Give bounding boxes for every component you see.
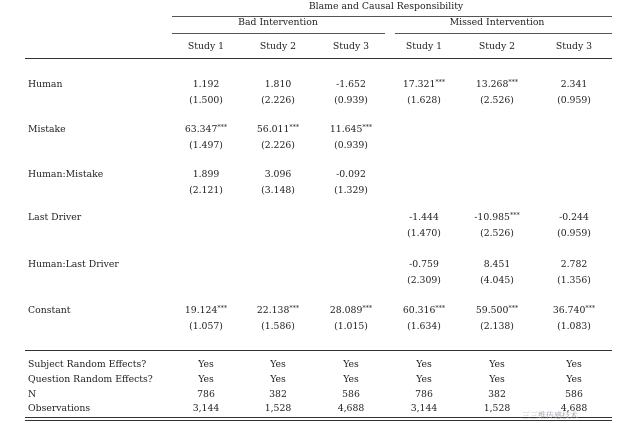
standard-error-cell: (0.939) <box>334 95 368 106</box>
standard-error-cell: (2.526) <box>480 95 514 106</box>
standard-error-cell: (1.057) <box>189 321 223 332</box>
coef-value: 56.011 <box>256 124 290 135</box>
coef-cell <box>561 79 588 91</box>
significance-stars: *** <box>217 304 228 312</box>
standard-error-cell: (2.121) <box>189 185 223 196</box>
coef-cell <box>257 305 299 317</box>
significance-stars: *** <box>508 78 519 86</box>
coef-value: -0.092 <box>336 169 366 180</box>
coef-cell <box>409 259 439 271</box>
coef-value: 22.138 <box>256 305 290 316</box>
coef-value: -0.759 <box>409 259 439 270</box>
standard-error-cell: (2.226) <box>261 140 295 151</box>
coef-cell <box>409 212 439 224</box>
coef-cell <box>553 305 595 317</box>
coef-value: 1.899 <box>192 169 220 180</box>
standard-error-cell: (1.586) <box>261 321 295 332</box>
footer-value: Yes <box>566 359 582 370</box>
footer-value: 4,688 <box>560 403 588 414</box>
footer-value: Yes <box>416 374 432 385</box>
coef-value: -1.652 <box>336 79 366 90</box>
coef-cell <box>257 124 299 136</box>
footer-value: 1,528 <box>264 403 292 414</box>
significance-stars: *** <box>362 304 373 312</box>
significance-stars: *** <box>585 304 596 312</box>
standard-error-cell: (2.309) <box>407 275 441 286</box>
coef-cell <box>193 79 220 91</box>
coef-value: 1.192 <box>192 79 220 90</box>
coef-value: 36.740 <box>552 305 586 316</box>
standard-error-cell: (3.148) <box>261 185 295 196</box>
column-header-6: Study 3 <box>555 41 593 52</box>
footer-value: Yes <box>489 374 505 385</box>
row-label-4: Last Driver <box>28 212 82 223</box>
standard-error-cell: (0.959) <box>557 228 591 239</box>
coef-cell <box>559 212 589 224</box>
standard-error-cell: (1.634) <box>407 321 441 332</box>
coef-cell <box>474 212 519 224</box>
coef-value: 3.096 <box>264 169 292 180</box>
footer-value: 382 <box>269 389 287 400</box>
coef-value: 59.500 <box>475 305 509 316</box>
group-header-missed-intervention: Missed Intervention <box>449 17 545 28</box>
footer-value: Yes <box>489 359 505 370</box>
significance-stars: *** <box>289 304 300 312</box>
coef-value: 17.321 <box>402 79 436 90</box>
standard-error-cell: (1.356) <box>557 275 591 286</box>
coef-cell <box>476 305 518 317</box>
standard-error-cell: (2.226) <box>261 95 295 106</box>
standard-error-cell: (0.939) <box>334 140 368 151</box>
coef-value: 60.316 <box>402 305 436 316</box>
row-label-3: Human:Mistake <box>28 169 104 180</box>
coef-cell <box>336 169 366 181</box>
coef-value: 11.645 <box>329 124 363 135</box>
coef-value: 63.347 <box>184 124 218 135</box>
header-rule <box>25 58 612 59</box>
standard-error-cell: (0.959) <box>557 95 591 106</box>
footer-value: Yes <box>198 374 214 385</box>
row-label-6: Constant <box>28 305 71 316</box>
footer-value: 382 <box>488 389 506 400</box>
group-rule-bad <box>172 33 385 34</box>
significance-stars: *** <box>435 78 446 86</box>
coef-cell <box>185 305 227 317</box>
significance-stars: *** <box>289 123 300 131</box>
footer-value: 3,144 <box>410 403 438 414</box>
coef-value: 19.124 <box>184 305 218 316</box>
standard-error-cell: (2.138) <box>480 321 514 332</box>
standard-error-cell: (4.045) <box>480 275 514 286</box>
footer-value: 586 <box>342 389 360 400</box>
footer-value: Yes <box>198 359 214 370</box>
column-header-3: Study 3 <box>332 41 370 52</box>
column-header-5: Study 2 <box>478 41 516 52</box>
coef-cell <box>403 305 445 317</box>
coef-value: -0.244 <box>559 212 589 223</box>
footer-value: 3,144 <box>192 403 220 414</box>
footer-value: Yes <box>343 374 359 385</box>
footer-label-2: Question Random Effects? <box>28 374 153 385</box>
standard-error-cell: (1.500) <box>189 95 223 106</box>
coef-value: 8.451 <box>483 259 511 270</box>
coef-value: 1.810 <box>264 79 292 90</box>
standard-error-cell: (1.015) <box>334 321 368 332</box>
footer-value: Yes <box>566 374 582 385</box>
significance-stars: *** <box>509 211 520 219</box>
coef-cell <box>476 79 518 91</box>
footer-value: 786 <box>415 389 433 400</box>
footer-label-4: Observations <box>28 403 91 414</box>
significance-stars: *** <box>217 123 228 131</box>
standard-error-cell: (1.329) <box>334 185 368 196</box>
significance-stars: *** <box>435 304 446 312</box>
standard-error-cell: (1.470) <box>407 228 441 239</box>
standard-error-cell: (1.497) <box>189 140 223 151</box>
coef-value: -1.444 <box>409 212 439 223</box>
footer-label-3: N <box>28 389 37 400</box>
coef-cell <box>265 169 292 181</box>
table-title: Blame and Causal Responsibility <box>308 1 464 12</box>
footer-value: 1,528 <box>483 403 511 414</box>
column-header-2: Study 2 <box>259 41 297 52</box>
footer-value: 586 <box>565 389 583 400</box>
significance-stars: *** <box>362 123 373 131</box>
coef-cell <box>330 124 372 136</box>
coef-cell <box>265 79 292 91</box>
footer-value: Yes <box>270 374 286 385</box>
column-header-1: Study 1 <box>187 41 225 52</box>
group-header-bad-intervention: Bad Intervention <box>238 17 318 28</box>
standard-error-cell: (1.628) <box>407 95 441 106</box>
significance-stars: *** <box>508 304 519 312</box>
coef-cell <box>336 79 366 91</box>
coef-value: -10.985 <box>474 212 510 223</box>
coef-cell <box>330 305 372 317</box>
standard-error-cell: (2.526) <box>480 228 514 239</box>
column-header-4: Study 1 <box>405 41 443 52</box>
row-label-2: Mistake <box>28 124 66 135</box>
watermark: 三三维传感技术 <box>522 411 578 420</box>
footer-value: 4,688 <box>337 403 365 414</box>
body-rule <box>25 350 612 351</box>
footer-value: Yes <box>343 359 359 370</box>
coef-value: 2.341 <box>560 79 588 90</box>
coef-cell <box>403 79 445 91</box>
coef-cell <box>561 259 588 271</box>
coef-cell <box>484 259 511 271</box>
row-label-5: Human:Last Driver <box>28 259 119 270</box>
coef-value: 13.268 <box>475 79 509 90</box>
row-label-1: Human <box>28 79 63 90</box>
footer-value: 786 <box>197 389 215 400</box>
coef-cell <box>185 124 227 136</box>
footer-value: Yes <box>270 359 286 370</box>
coef-value: 2.782 <box>560 259 588 270</box>
coef-value: 28.089 <box>329 305 363 316</box>
standard-error-cell: (1.083) <box>557 321 591 332</box>
group-rule-missed <box>395 33 612 34</box>
footer-label-1: Subject Random Effects? <box>28 359 147 370</box>
footer-value: Yes <box>416 359 432 370</box>
coef-cell <box>193 169 220 181</box>
